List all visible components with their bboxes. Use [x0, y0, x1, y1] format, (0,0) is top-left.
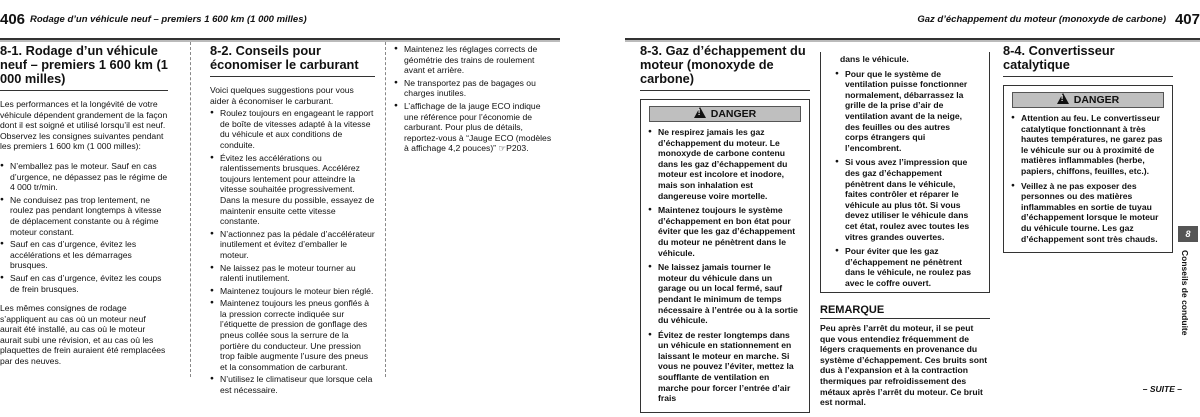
list-item: ● Pour éviter que les gaz d’échappement ne pénètrent dans le véhicule, ne roulez pas avec le coffre ouvert. — [835, 246, 975, 288]
section-8-3-continued — [820, 52, 990, 417]
section-8-2 — [210, 44, 375, 398]
list-item: ● Ne respirez jamais les gaz d’échappement du moteur. Le monoxyde de carbone contenu dans les gaz d’échappement du moteur est incolore et inodore, mais son inhalation est dangereuse voire mortelle. — [648, 127, 802, 201]
list-item: ● Sauf en cas d’urgence, évitez les accélérations et les démarrages brusques. — [0, 239, 168, 271]
list-item: ● N’emballez pas le moteur. Sauf en cas d’urgence, ne dépassez pas le régime de 4 000 tr/min. — [0, 161, 168, 193]
danger-label: DANGER — [1073, 94, 1120, 106]
bullet-list — [394, 44, 556, 154]
section-heading: 8-4. Convertisseur catalytique — [1003, 44, 1173, 77]
left-page-header — [0, 8, 560, 30]
column-divider — [190, 42, 191, 377]
list-item: ● Maintenez toujours les pneus gonflés à la pression correcte indiquée sur l’étiquette de pression de gonflage des pneus collée sous la serrure de la portière du conducteur. Une pression trop faible augmente l’usure des pneus et la consommation de carburant. — [210, 298, 375, 372]
danger-box — [1003, 85, 1173, 253]
right-page-header — [625, 8, 1200, 30]
remarque-heading: REMARQUE — [820, 305, 990, 319]
bullet-list — [0, 161, 168, 294]
danger-box-continued — [820, 52, 990, 293]
warning-triangle-icon — [694, 107, 706, 118]
danger-label: DANGER — [710, 108, 757, 120]
list-item: ● Sauf en cas d’urgence, évitez les coups de frein brusques. — [0, 273, 168, 294]
list-item: ● Ne laissez jamais tourner le moteur du véhicule dans un garage ou un local fermé, sauf pendant le minimum de temps nécessaire à l’entrée ou à la sortie du véhicule. — [648, 262, 802, 326]
bullet-list — [210, 108, 375, 395]
section-intro: Les performances et la longévité de votre véhicule dépendent grandement de la façon dont il est soigné et utilisé lorsqu’il est neuf. Observez les consignes suivantes pendant les premiers 1 600 km (1 000 milles): — [0, 99, 168, 152]
left-page — [0, 0, 560, 402]
danger-list — [641, 127, 809, 404]
header-title: Gaz d’échappement du moteur (monoxyde de carbone) — [917, 14, 1166, 25]
chapter-side-label: Conseils de conduite — [1180, 250, 1190, 336]
list-item: ● Veillez à ne pas exposer des personnes ou des matières inflammables en sortie de tuyau d’échappement lorsque le moteur du véhicule tourne. Les gaz d’échappement sont très chauds. — [1011, 181, 1165, 245]
section-outro: Les mêmes consignes de rodage s’appliquent au cas où un moteur neuf aurait été installé, au cas où le moteur aurait subi une révision, et au cas où les plaquettes de frein auraient été remplacées par des neuves. — [0, 303, 166, 367]
list-item: ● Ne transportez pas de bagages ou charges inutiles. — [394, 78, 556, 99]
list-item: ● Maintenez toujours le système d’échappement en bon état pour éviter que les gaz d’échappement du moteur ne pénètrent dans le véhicule. — [648, 205, 802, 258]
danger-list — [828, 69, 982, 289]
right-page — [625, 0, 1200, 408]
section-8-1 — [0, 44, 168, 376]
danger-header — [1012, 92, 1164, 108]
header-rule — [625, 38, 1200, 42]
danger-header — [649, 106, 801, 122]
column-divider — [385, 42, 386, 377]
list-item: ● Ne conduisez pas trop lentement, ne roulez pas pendant longtemps à vitesse de déplacement constante ou à régime moteur constant. — [0, 195, 168, 237]
list-item: ● Attention au feu. Le convertisseur catalytique fonctionnant à très hautes températures, ne garez pas le véhicule sur ou à proximité de matières inflammables (herbe, papiers, chiffons, feuilles, etc.). — [1011, 113, 1165, 177]
section-heading: 8-1. Rodage d’un véhicule neuf – premiers 1 600 km (1 000 milles) — [0, 44, 168, 91]
page-number: 406 — [0, 11, 26, 28]
list-item: ● Si vous avez l’impression que des gaz d’échappement pénètrent dans le véhicule, faites contrôler et réparer le véhicule au plus tôt. Si vous devez utiliser le véhicule dans cet état, roulez avec toutes les vitres grandes ouvertes. — [835, 157, 975, 242]
continued-footer: – SUITE – — [1142, 384, 1182, 394]
remarque-text: Peu après l’arrêt du moteur, il se peut que vous entendiez fréquemment de légers craquements en provenance du système d’échappement. Ces bruits sont dus à l’expansion et à la contraction thermiques par refroidissement des métaux après l’arrêt du moteur. Ce bruit est normal. — [820, 323, 988, 408]
chapter-tab[interactable]: 8 — [1178, 226, 1198, 242]
header-title: Rodage d’un véhicule neuf – premiers 1 600 km (1 000 milles) — [30, 14, 307, 25]
list-item: ● N’utilisez le climatiseur que lorsque cela est nécessaire. — [210, 374, 375, 395]
list-item: ● Roulez toujours en engageant le rapport de boîte de vitesses adapté à la vitesse du véhicule et aux conditions de conduite. — [210, 108, 375, 150]
continuation-text: dans le véhicule. — [840, 54, 909, 64]
list-item: ● Pour que le système de ventilation puisse fonctionner normalement, débarrassez la grille de la prise d’air de ventilation avant de la neige, des feuilles ou des autres corps étrangers qui l’encombrent. — [835, 69, 975, 154]
section-intro: Voici quelques suggestions pour vous aider à économiser le carburant. — [210, 85, 354, 106]
section-heading: 8-3. Gaz d’échappement du moteur (monoxyde de carbone) — [640, 44, 810, 91]
section-heading: 8-2. Conseils pour économiser le carburant — [210, 44, 375, 77]
list-item: ● Évitez les accélérations ou ralentissements brusques. Accélérez toujours lentement pour atteindre la vitesse souhaitée progressivement. Dans la mesure du possible, essayez de maintenir ensuite cette vitesse constante. — [210, 153, 375, 227]
section-8-3 — [640, 44, 810, 413]
page-number: 407 — [1174, 11, 1200, 28]
list-item: ● N’actionnez pas la pédale d’accélérateur inutilement et évitez d’emballer le moteur. — [210, 229, 375, 261]
list-item: ● Évitez de rester longtemps dans un véhicule en stationnement en laissant le moteur en marche. Si vous ne pouvez l’éviter, mettez la soufflante de ventilation en marche pour forcer l’entrée d’air frais — [648, 330, 802, 404]
header-rule — [0, 38, 560, 42]
list-item: ● Ne laissez pas le moteur tourner au ralenti inutilement. — [210, 263, 375, 284]
list-item: ● L’affichage de la jauge ECO indique une référence pour l’économie de carburant. Pour plus de détails, reportez-vous à “Jauge ECO (modèles à affichage 4,2 pouces)” ☞P203. — [394, 101, 556, 154]
list-item: ● Maintenez les réglages corrects de géométrie des trains de roulement avant et arrière. — [394, 44, 556, 76]
list-item: ● Maintenez toujours le moteur bien réglé. — [210, 286, 375, 297]
warning-triangle-icon — [1057, 93, 1069, 104]
danger-list — [1004, 113, 1172, 244]
section-8-2-continued — [394, 44, 556, 156]
danger-box — [640, 99, 810, 413]
section-8-4 — [1003, 44, 1173, 253]
